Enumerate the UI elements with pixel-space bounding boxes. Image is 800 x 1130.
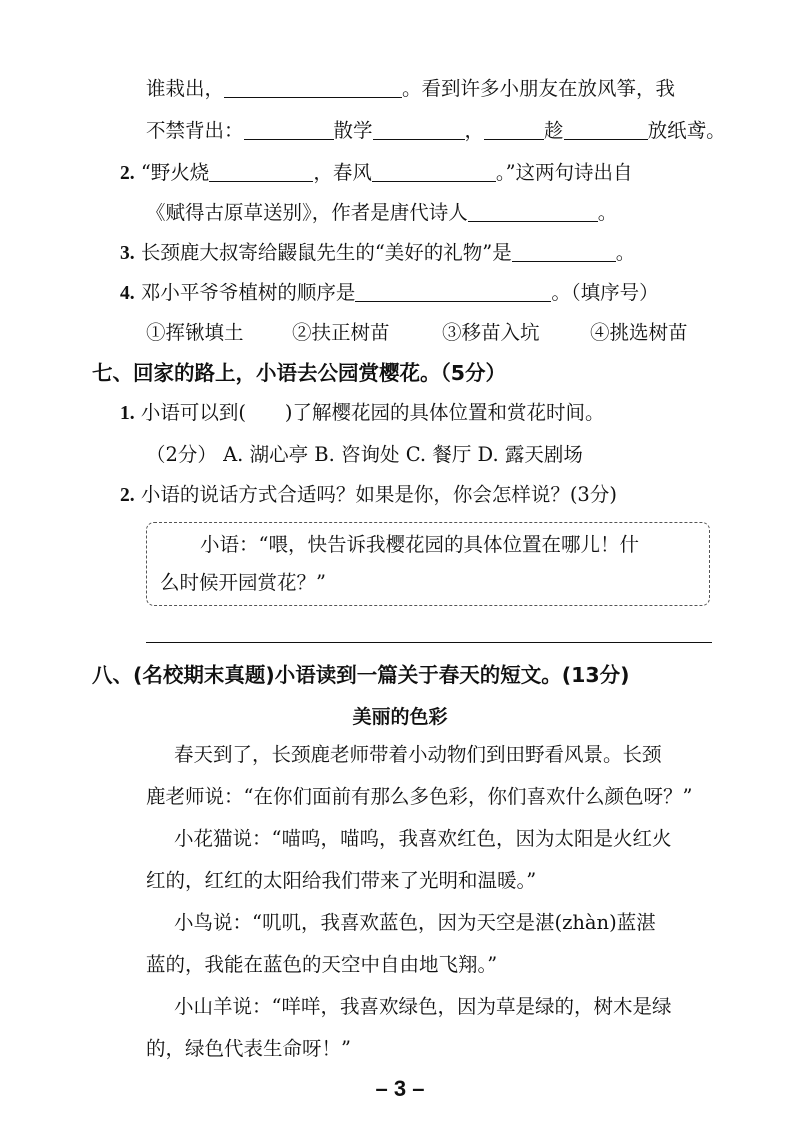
text: 。看到许多小朋友在放风筝，我 xyxy=(402,77,676,100)
q1-line-2 xyxy=(146,116,726,146)
text: 《赋得古原草送别》，作者是唐代诗人 xyxy=(146,201,468,224)
text: 。”这两句诗出自 xyxy=(495,161,633,184)
text: 。 xyxy=(615,241,636,264)
answer-blank[interactable] xyxy=(564,119,648,140)
answer-blank[interactable] xyxy=(373,119,465,140)
q2-line-2 xyxy=(146,198,617,228)
section-8-heading: 八、(名校期末真题)小语读到一篇关于春天的短文。(13分) xyxy=(92,663,630,687)
text: ，春风 xyxy=(313,161,372,184)
text: 长颈鹿大叔寄给鼹鼠先生的“美好的礼物”是 xyxy=(140,241,512,264)
q4-option: ④挑选树苗 xyxy=(590,321,688,344)
question-number: 1. xyxy=(120,403,135,424)
text: 趁 xyxy=(544,119,564,142)
text: 放纸鸢。 xyxy=(647,119,726,142)
article-title: 美丽的色彩 xyxy=(352,706,448,728)
text: ， xyxy=(464,119,485,142)
question-number: 2. xyxy=(120,163,135,184)
text: “野火烧 xyxy=(140,161,210,184)
q4-option: ①挥锹填土 xyxy=(146,321,244,344)
quote-line-2: 么时候开园赏花？” xyxy=(160,571,326,594)
s7-q1-line-2: （2分） A. 湖心亭 B. 咨询处 C. 餐厅 D. 露天剧场 xyxy=(146,443,583,466)
text: 小语可以到( )了解樱花园的具体位置和赏花时间。 xyxy=(140,401,605,424)
q3-line xyxy=(120,238,635,269)
text: 散学 xyxy=(333,119,373,142)
text: 小语的说话方式合适吗？如果是你，你会怎样说？(3分) xyxy=(140,483,617,506)
text: 。（填序号） xyxy=(551,281,659,304)
text: 不禁背出： xyxy=(146,119,244,142)
quote-line-1: 小语：“喂，快告诉我樱花园的具体位置在哪儿！什 xyxy=(200,533,639,556)
q4-option: ②扶正树苗 xyxy=(292,321,390,344)
article-line: 春天到了，长颈鹿老师带着小动物们到田野看风景。长颈 xyxy=(174,743,662,766)
s7-q1-line-1 xyxy=(120,398,605,429)
s7-q2-line xyxy=(120,480,617,511)
text: 谁栽出， xyxy=(146,77,225,100)
article-line: 小山羊说：“咩咩，我喜欢绿色，因为草是绿的，树木是绿 xyxy=(174,995,672,1018)
text: 邓小平爷爷植树的顺序是 xyxy=(140,281,356,304)
answer-blank[interactable] xyxy=(484,119,544,140)
text: 。 xyxy=(597,201,618,224)
answer-blank[interactable] xyxy=(468,201,598,222)
answer-blank[interactable] xyxy=(512,241,616,262)
question-number: 3. xyxy=(120,243,135,264)
page-number: – 3 – xyxy=(375,1076,425,1101)
answer-blank[interactable] xyxy=(244,119,334,140)
q1-line-1 xyxy=(146,74,675,104)
article-line: 小鸟说：“叽叽，我喜欢蓝色，因为天空是湛(zhàn)蓝湛 xyxy=(174,911,656,934)
article-line: 的，绿色代表生命呀！” xyxy=(146,1037,351,1060)
answer-blank[interactable] xyxy=(224,77,402,98)
article-line: 蓝的，我能在蓝色的天空中自由地飞翔。” xyxy=(146,953,498,976)
article-line: 红的，红红的太阳给我们带来了光明和温暖。” xyxy=(146,869,537,892)
answer-blank[interactable] xyxy=(209,161,313,182)
q4-option: ③移苗入坑 xyxy=(442,321,540,344)
answer-blank[interactable] xyxy=(372,161,496,182)
article-line: 小花猫说：“喵呜，喵呜，我喜欢红色，因为太阳是火红火 xyxy=(174,827,672,850)
answer-blank[interactable] xyxy=(355,281,551,302)
section-7-heading: 七、回家的路上，小语去公园赏樱花。（5分） xyxy=(92,361,507,385)
question-number: 4. xyxy=(120,283,135,304)
q2-line-1 xyxy=(120,158,633,189)
q4-line xyxy=(120,278,659,309)
question-number: 2. xyxy=(120,485,135,506)
article-line: 鹿老师说：“在你们面前有那么多色彩，你们喜欢什么颜色呀？” xyxy=(146,785,693,808)
answer-line[interactable] xyxy=(146,642,712,643)
